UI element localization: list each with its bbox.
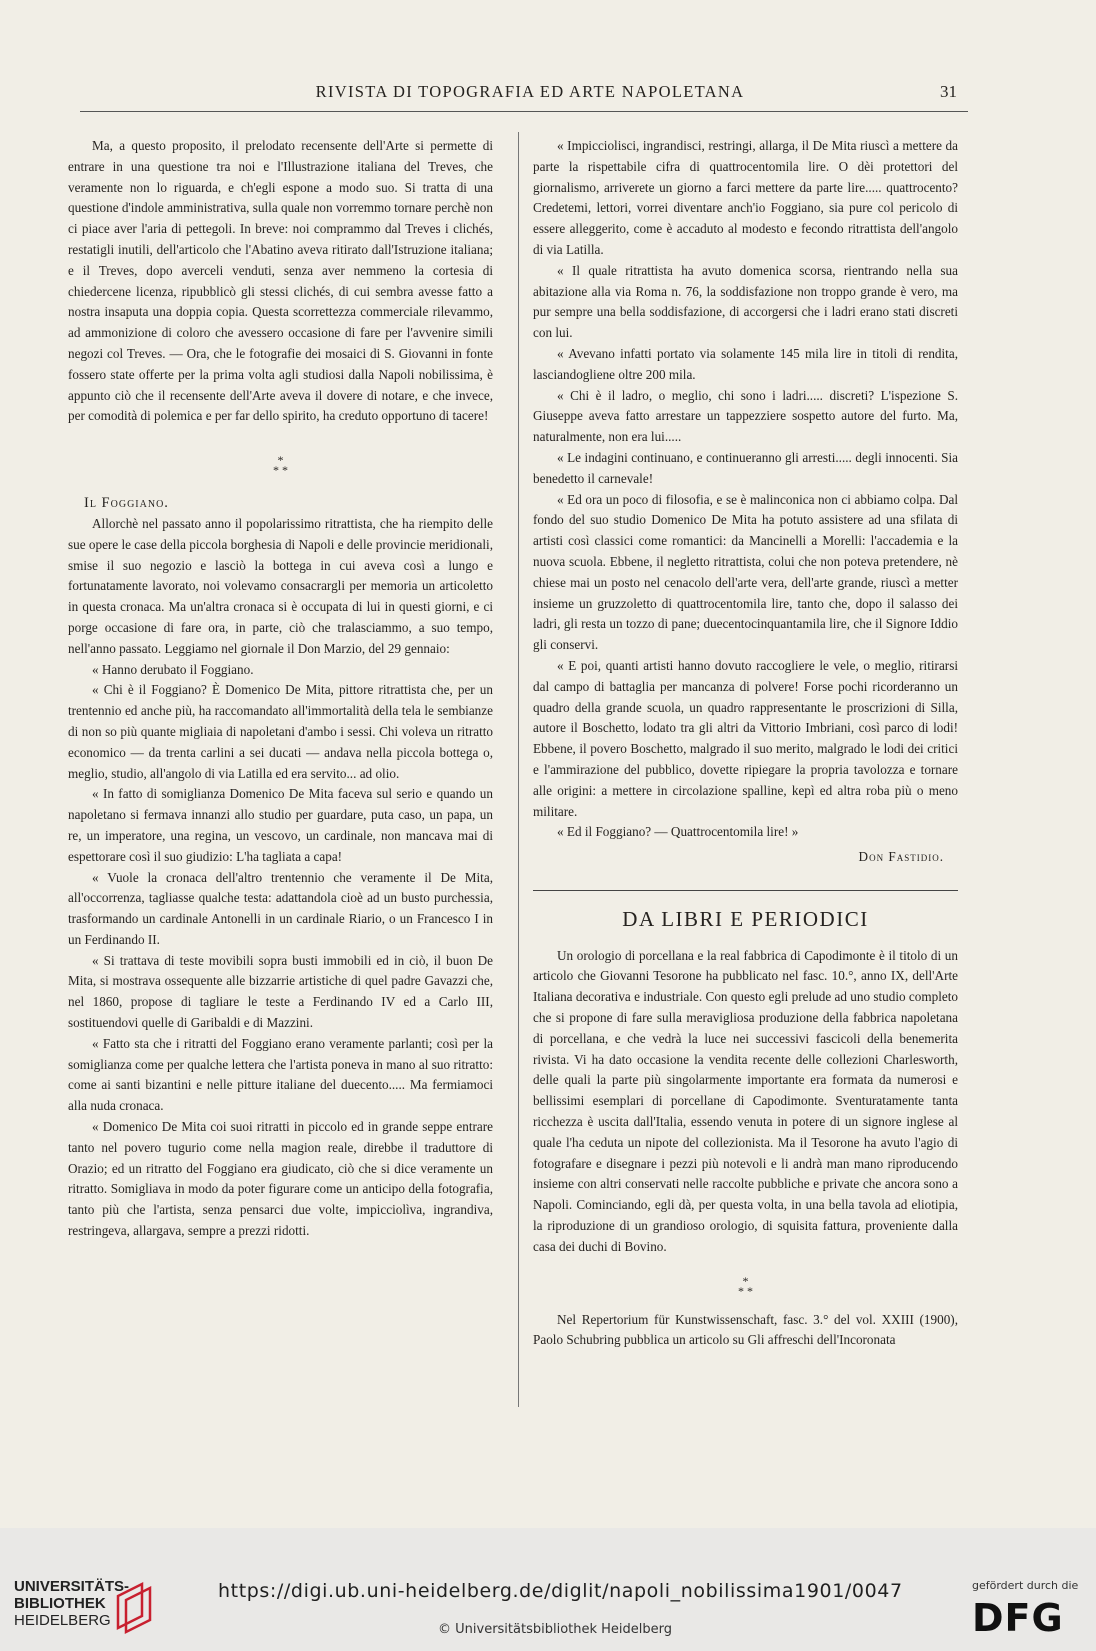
library-logo-icon [112,1578,156,1638]
left-column [68,136,493,1242]
paragraph: « Si trattava di teste movibili sopra busti immobili ed in ciò, il buon De Mita, si mostrava ossequente alle bizzarrie artistiche di quel padre Gavazzi che, nel 1860, propose di tagliare le teste a Ferdinando IV ed a Carlo III, sostituendovi quelle di Garibaldi e di Mazzini. [68,952,493,1031]
section-separator [533,1273,958,1298]
right-column [533,136,958,1351]
separator-star-top: * [742,1273,749,1288]
section-separator [68,453,493,478]
paragraph: « Il quale ritrattista ha avuto domenica scorsa, rientrando nella sua abitazione alla via Roma n. 76, la soddisfazione non troppo grande è vero, ma pur sempre una bella soddisfazione, di accorgersi che i ladri erano stati discreti con lui. [533,262,958,341]
paragraph: Allorchè nel passato anno il popolarissimo ritrattista, che ha riempito delle sue opere le case della piccola borghesia di Napoli e delle provincie meridionali, smise il suo negozio e lasciò la bottega in cui aveva così a lungo e fortunatamente lavorato, noi volevamo consacrargli per memoria un articoletto in questa cronaca. Ma un'altra cronaca si è occupata di lui in questi giorni, e ci porge occasione di fare ora, in parte, ciò che tralasciammo, a suo tempo, nell'anno passato. Leggiamo nel giornale il Don Marzio, del 29 gennaio: [68,515,493,656]
paragraph: « Hanno derubato il Foggiano. [92,661,254,677]
paragraph: « Chi è il ladro, o meglio, chi sono i ladri..... discreti? L'ispezione S. Giuseppe aveva fatto arrestare un tappezziere sospetto autore del furto. Ma, naturalmente, non era lui..... [533,387,958,445]
section-rule [533,890,958,891]
section-heading-libri: DA LIBRI E PERIODICI [622,906,869,931]
separator-star-top: * [277,453,284,468]
paragraph: « Domenico De Mita coi suoi ritratti in piccolo ed in grande seppe entrare tanto nel povero tugurio come nella magion reale, direbbe il traduttore di Orazio; ed un ritratto del Foggiano era giudicato, ciò che si dice veramente un ritratto. Somigliava in modo da poter figurare come un anticipo della fotografia, tanto più che l'artista, senza pensarci due volte, impicciolìva, ingrandiva, restringeva, allargava, sempre a prezzi ridotti. [68,1119,493,1239]
paragraph: « E poi, quanti artisti hanno dovuto raccogliere le vele, o meglio, ritirarsi dal campo di battaglia per mancanza di polvere! Forse pochi ricorderanno un quadro della grande scuola, un quadro rappresentante le proscrizioni di Silla, autore il Boschetto, lodato tra gli altri da Vittorio Imbriani, così parco di lodi! Ebbene, il povero Boschetto, malgrado il suo merito, malgrado le lodi dei critici e l'ammirazione del pubblico, dovette ripiegare la propria tavolozza e tornare alle origini: a mettere in circolazione spalline, kepì ed altra roba più o meno militare. [533,657,958,819]
paragraph: « Fatto sta che i ritratti del Foggiano erano veramente parlanti; così per la somiglianza come per qualche lettera che l'artista poneva in mano al suo ritratto: come ai santi bizantini e nelle pitture italiane del duecento..... Ma fermiamoci alla nuda cronaca. [68,1035,493,1114]
signature: Don Fastidio. [858,849,944,865]
paragraph: « In fatto di somiglianza Domenico De Mita faceva sul serio e quando un napoletano si fermava innanzi allo studio per guardare, puta caso, un papa, un re, un imperatore, una regina, un vescovo, un cardinale, non mancava mai di espettorare così il suo giudizio: L'ha tagliata a capa! [68,786,493,864]
library-name-line3: HEIDELBERG [14,1612,111,1629]
page-number: 31 [940,82,957,101]
paragraph: « Le indagini continuano, e continueranno gli arresti..... degli innocenti. Sia benedetto il carnevale! [533,449,958,486]
paragraph: « Chi è il Foggiano? È Domenico De Mita, pittore ritrattista che, per un trentennio ed anche più, ha raccomandato all'immortalità della tela le sembianze di non so più quante migliaia di napoletani d'ambo i sessi. Chi voleva un ritratto economico — da trenta carlini a sei ducati — andava nella piccola bottega o, meglio, studio, all'angolo di via Latilla ed era servito... ad olio. [68,682,493,781]
source-url-link[interactable]: https://digi.ub.uni-heidelberg.de/diglit/napoli_nobilissima1901/0047 [218,1580,903,1602]
library-name-line1: UNIVERSITÄTS- [14,1578,130,1595]
footer-bar [0,1528,1096,1651]
separator-stars-bottom: * * [273,463,288,478]
paragraph: Nel Repertorium für Kunstwissenschaft, fasc. 3.° del vol. XXIII (1900), Paolo Schubring pubblica un articolo su Gli affreschi dell'Incoronata [533,1311,958,1348]
paragraph: « Impicciolisci, ingrandisci, restringi, allarga, il De Mita riuscì a mettere da parte la rispettabile cifra di quattrocentomila lire. O dèi protettori del giornalismo, arriverete un giorno a farci mettere da parte lire..... quattrocento? Credetemi, lettori, vorrei diventare anch'io Foggiano, sia pure col pericolo di essere alleggerito, come è accaduto al modesto e fecondo ritrattista dell'angolo di via Latilla. [533,138,958,257]
copyright-notice: © Universitätsbibliothek Heidelberg [438,1622,673,1637]
dfg-logo: DFG [972,1596,1064,1640]
paragraph: Un orologio di porcellana e la real fabbrica di Capodimonte è il titolo di un articolo che Giovanni Tesorone ha pubblicato nel fasc. 10.°, anno IX, dell'Arte Italiana decorativa e industriale. Con questo egli prelude ad uno studio completo che si propone di fare sulla meravigliosa produzione della fabbrica napoletana di porcellana, e che vedrà la luce nei successivi fascicoli della benemerita rivista. Vi ha dato occasione la vendita recente delle collezioni Charlesworth, delle quali la parte più singolarmente importante era formata da numerosi e bellissimi esemplari di porcellane di Capodimonte. Sventuratamente tanta ricchezza è uscita dall'Italia, essendo venuta in potere di un signore inglese al quale l'ha ceduta un nipote del collezionista. Ma il Tesorone ha avuto l'agio di fotografare e disegnare i pezzi più notevoli e li andrà man mano riproducendo insieme con altri conservati nelle raccolte pubbliche e private che ancora sono a Napoli. Cominciando, egli dà, per questa volta, in una bella tavola ad eliotipia, la riproduzione di un grandioso orologio, di squisita fattura, proveniente dalla casa dei duchi di Bovino. [533,947,958,1254]
library-name-line2: BIBLIOTHEK [14,1595,106,1612]
header-rule [80,111,968,112]
funder-text: gefördert durch die [972,1579,1079,1592]
paragraph: « Avevano infatti portato via solamente 145 mila lire in titoli di rendita, lasciandogliene oltre 200 mila. [533,345,958,382]
intro-paragraph: Ma, a questo proposito, il prelodato recensente dell'Arte si permette di entrare in una questione tra noi e l'Illustrazione italiana del Treves, che veramente non lo riguarda, e ch'egli espone a modo suo. Si tratta di una questione d'indole amministrativa, sulla quale non vorremmo tornare perchè non ci piace aver l'aria di pettegoli. In breve: noi comprammo dal Treves i clichés, restatigli inutili, dell'articolo che l'Abatino aveva ritirato dall'Istruzione italiana; e il Treves, dopo averceli venduti, senza aver nemmeno la cortesia di chiedercene licenza, ripubblicò gli stessi clichés, di cui sembra avesse fatto a nostra insaputa una doppia copia. Questa scorrettezza commerciale rilevammo, ad ammonizione di coloro che avessero occasione di fare per l'avvenire simili negozi col Treves. — Ora, che le fotografie dei mosaici di S. Giovanni in fonte fossero state offerte per la prima volta agli studiosi dalla Napoli nobilissima, è appunto ciò che il recensente dell'Arte aveva il dovere di notare, e che invece, per comodità di polemica e per far dello spirito, ha creduto opportuno di tacere! [68,138,493,424]
separator-stars-bottom: * * [738,1283,753,1298]
paragraph: « Vuole la cronaca dell'altro trentennio che veramente il De Mita, all'occorrenza, tagliasse qualche testa: adattandola cioè ad un busto purchessia, trasformando un cardinale Antonelli in un cardinale Riario, o un Francesco I in un Ferdinando II. [68,869,493,947]
section-title-foggiano: Il Foggiano. [84,495,169,512]
paragraph: « Ed ora un poco di filosofia, e se è malinconica non ci abbiamo colpa. Dal fondo del suo studio Domenico De Mita ha potuto assistere ad una sfilata di artisti così classici come romantici: da Mancinelli a Morelli: l'accademia e la nuova scuola. Ebbene, il negletto ritrattista, colui che non poteva pretendere, nè chiese mai un posto nel cenacolo dell'arte vera, dell'arte grande, riuscì a metter insieme un gruzzoletto di quattrocentomila lire, tanto che, dopo il salasso dei ladri, gli resta un tozzo di pane; duecentocinquantamila lire, che il Signore Iddio gli conservi. [533,491,958,653]
running-title: RIVISTA DI TOPOGRAFIA ED ARTE NAPOLETANA [315,82,745,101]
paragraph: « Ed il Foggiano? — Quattrocentomila lire! » [557,824,799,840]
column-divider [518,132,519,1407]
